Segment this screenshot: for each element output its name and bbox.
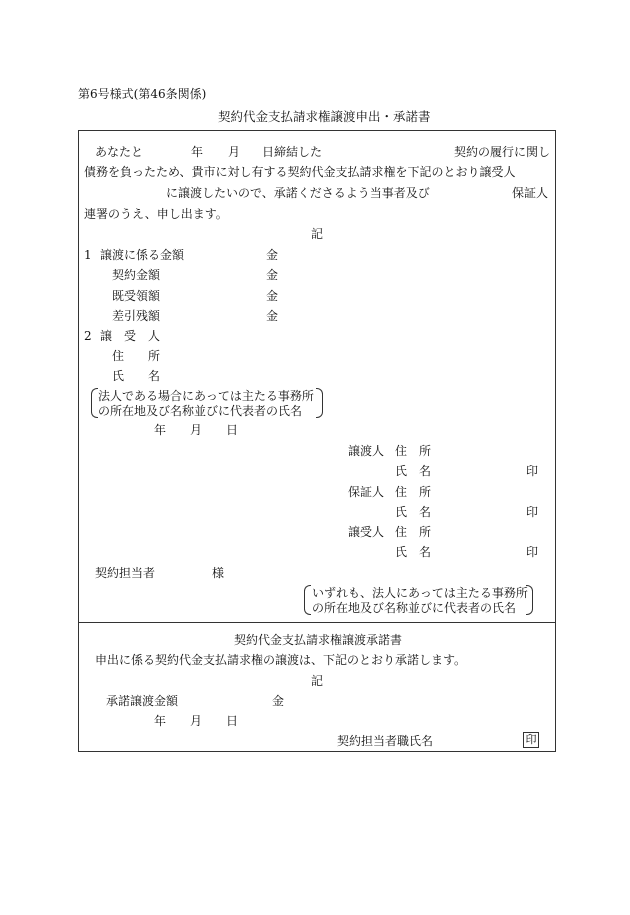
approval-date-day: 日 [226,714,239,728]
intro-line1-month: 月 [228,145,241,159]
intro-line1-a: あなたと [95,145,144,159]
assignee-address-label: 住 所 [112,349,161,363]
guarantor-name-label: 氏 名 [395,505,432,519]
application-date-year: 年 [154,423,167,437]
corporate-note-line1: 法人である場合にあっては主たる事務所 [98,389,314,403]
signatory-note-line2: の所在地及び名称並びに代表者の氏名 [312,601,517,615]
assignee-name-label: 氏 名 [112,369,161,383]
section-divider [78,622,556,623]
approval-date-month: 月 [190,714,203,728]
balance-amount-currency: 金 [266,309,279,323]
guarantor-address-label: 住 所 [395,485,432,499]
application-date-month: 月 [190,423,203,437]
note-bracket-right [316,388,323,418]
assignor-role: 譲渡人 [348,444,385,458]
guarantor-role: 保証人 [348,485,385,499]
item1-currency: 金 [266,248,279,262]
contract-amount-label: 契約金額 [112,268,161,282]
document-title: 契約代金支払請求権譲渡申出・承諾書 [218,109,431,124]
intro-line2: 債務を負ったため、貴市に対し有する契約代金支払請求権を下記のとおり譲受人 [84,165,516,179]
item2-label: 譲 受 人 [100,329,161,343]
guarantor-seal: 印 [526,505,539,519]
signatory-note-line1: いずれも、法人にあっては主たる事務所 [312,586,528,600]
item2-number: 2 [84,329,92,343]
assignee-party-name-label: 氏 名 [395,545,432,559]
received-amount-currency: 金 [266,289,279,303]
official-seal: 印 [523,732,539,748]
item1-number: 1 [84,248,92,262]
item1-label: 譲渡に係る金額 [100,248,185,262]
intro-line1-day: 日締結した [262,145,323,159]
approval-ki-heading: 記 [311,674,324,688]
assignor-address-label: 住 所 [395,444,432,458]
note2-bracket-left [304,585,311,615]
ki-heading: 記 [311,227,324,241]
approval-title: 契約代金支払請求権譲渡承諾書 [234,633,403,647]
intro-line4: 連署のうえ、申し出ます。 [84,207,228,221]
approval-text: 申出に係る契約代金支払請求権の譲渡は、下記のとおり承諾します。 [95,653,467,667]
intro-line1-b: 契約の履行に関し [454,145,551,159]
signer-label: 契約担当者職氏名 [337,734,434,748]
approved-amount-label: 承諾譲渡金額 [106,694,179,708]
contract-amount-currency: 金 [266,268,279,282]
recipient-label: 契約担当者 [95,566,156,580]
corporate-note-line2: の所在地及び名称並びに代表者の氏名 [98,404,303,418]
approval-date-year: 年 [154,714,167,728]
assignee-role: 譲受人 [348,525,385,539]
application-date-day: 日 [226,423,239,437]
approved-amount-currency: 金 [272,694,285,708]
intro-line3-a: に譲渡したいので、承諾くださるよう当事者及び [166,186,430,200]
note-bracket-left [91,388,98,418]
assignee-seal: 印 [526,545,539,559]
recipient-suffix: 様 [212,566,225,580]
intro-line3-b: 保証人 [512,186,549,200]
assignor-seal: 印 [526,464,539,478]
form-number: 第6号様式(第46条関係) [78,87,207,101]
received-amount-label: 既受領額 [112,289,161,303]
note2-bracket-right [526,585,533,615]
intro-line1-year: 年 [191,145,204,159]
assignor-name-label: 氏 名 [395,464,432,478]
balance-amount-label: 差引残額 [112,309,161,323]
assignee-party-address-label: 住 所 [395,525,432,539]
